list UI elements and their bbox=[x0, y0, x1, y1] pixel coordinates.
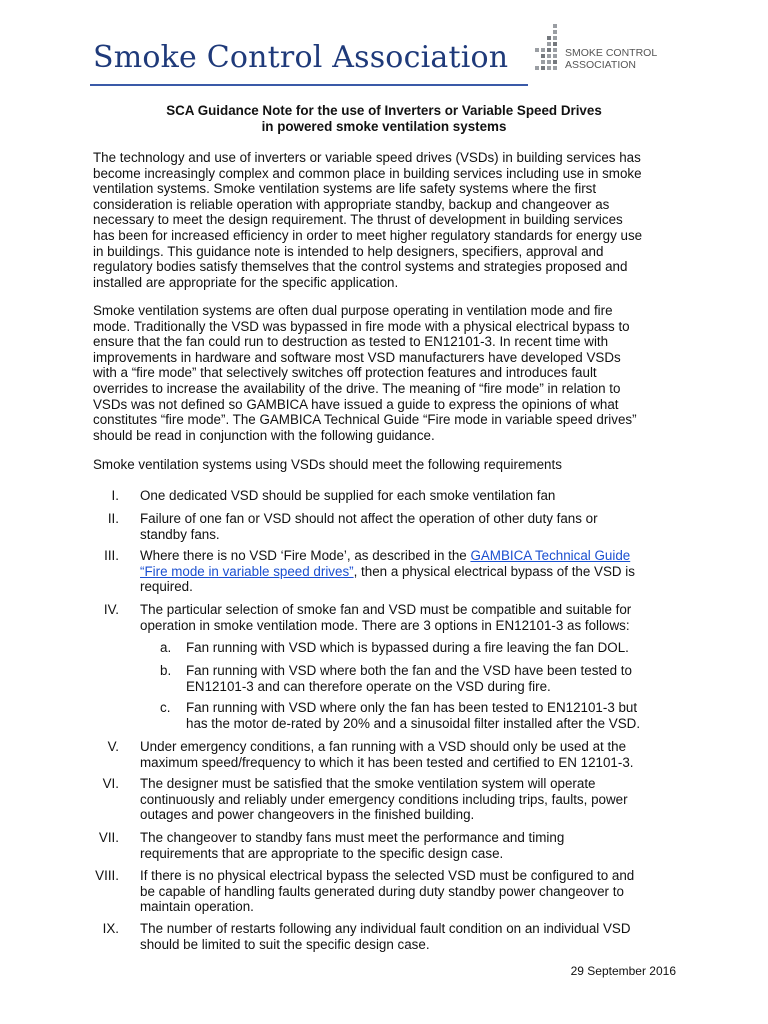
sca-logo bbox=[527, 22, 677, 86]
requirements-intro: Smoke ventilation systems using VSDs should meet the following requirements bbox=[93, 457, 562, 472]
fire-mode-paragraph: Smoke ventilation systems are often dual purpose operating in ventilation mode and fire mode. Traditionally the VSD was bypassed in fire mode with a physical electrical bypass to ensure that the fan could run to destruction as tested to EN12101-3. In recent time with improvements in hardware and software most VSD manufacturers have developed VSDs with a “fire mode” that selectively switches off protection features and introduces fault overrides to increase the availability of the drive. The meaning of “fire mode” in relation to VSDs was not defined so GAMBICA have issued a guide to express the opinions of what constitutes “fire mode”. The GAMBICA Technical Guide “Fire mode in variable speed drives” should be read in conjunction with the following guidance. bbox=[93, 303, 637, 443]
gambica-guide-link-continued[interactable]: “Fire mode in variable speed drives” bbox=[140, 563, 354, 579]
organization-title: Smoke Control Association bbox=[93, 40, 509, 75]
document-title: SCA Guidance Note for the use of Inverters or Variable Speed Drives in powered smoke ventilation systems bbox=[166, 103, 602, 134]
logo-wordmark: SMOKE CONTROL ASSOCIATION bbox=[565, 47, 658, 71]
document-date: 29 September 2016 bbox=[570, 964, 676, 978]
intro-paragraph: The technology and use of inverters or variable speed drives (VSDs) in building services has become increasingly complex and common place in building services including use in smoke ventilation systems. Smoke ventilation systems are life safety systems where the first consideration is reliable operation with appropriate standby, backup and changeover as necessary to meet the design requirement. The thrust of development in building services has been for increased efficiency in order to meet higher regulatory standards for energy use in buildings. This guidance note is intended to help designers, specifiers, approval and regulatory bodies satisfy themselves that the control systems and strategies proposed and installed are appropriate for the specific application. bbox=[93, 150, 643, 290]
header-divider bbox=[90, 84, 528, 86]
gambica-guide-link[interactable]: GAMBICA Technical Guide bbox=[470, 548, 631, 563]
